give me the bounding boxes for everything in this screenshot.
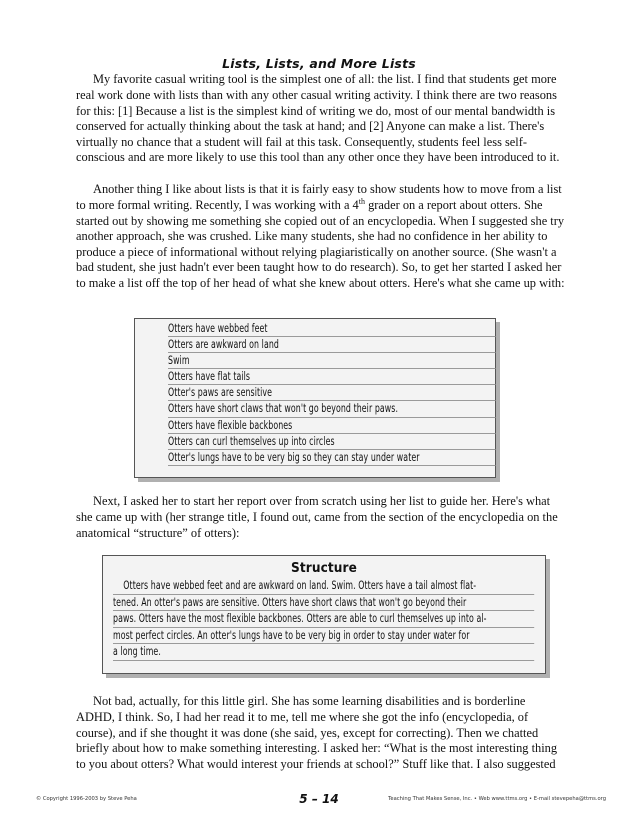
- otter-list-item: Otters have flat tails: [168, 369, 496, 385]
- otter-list-item: Otter's paws are sensitive: [168, 385, 496, 401]
- page-title: Lists, Lists, and More Lists: [222, 56, 416, 71]
- structure-line: Otters have webbed feet and are awkward on land. Swim. Otters have a tail almost flat-: [113, 578, 534, 595]
- structure-report-box: [102, 555, 546, 674]
- structure-line: most perfect circles. An otter's lungs have to be very big in order to stay under water for: [113, 628, 534, 645]
- paragraph-next-step: [76, 494, 566, 541]
- otter-list-box: [134, 318, 496, 478]
- paragraph-intro-text: My favorite casual writing tool is the simplest one of all: the list. I find that students get more real work done with lists than with any other casual writing activity. I think there are two reasons for this: [1] Because a list is the simplest kind of writing we do, most of our mental bandwidth is conserved for actually thinking about the task at hand; and [2] Anyone can make a list. There's virtually no chance that a student will fail at this task. Consequently, students feel less self-conscious and are more likely to use this tool than any other once they have been introduced to it.: [76, 72, 560, 165]
- otter-list-item: Otters have webbed feet: [168, 321, 496, 337]
- structure-line: a long time.: [113, 644, 534, 661]
- otter-list-item: Otters can curl themselves up into circles: [168, 434, 496, 450]
- otter-list-item: Swim: [168, 353, 496, 369]
- structure-heading: Structure: [291, 560, 357, 576]
- paragraph-otter-story: [76, 182, 566, 291]
- paragraph-next-step-text: Next, I asked her to start her report over from scratch using her list to guide her. Here's what she came up with (her strange title, I found out, came from the section of the encyclopedia on the anatomical “structure” of otters):: [76, 494, 558, 540]
- footer-page-number: 5 – 14: [299, 792, 339, 806]
- paragraph-otter-story-text-b: grader on a report about otters. She started out by showing me something she copied out of an encyclopedia. When I suggested she try another approach, she was crushed. Like many students, she had no confidence in her ability to produce a piece of informational without relying plagiaristically on another source. (She wasn't a bad student, she just hadn't ever been taught how to do research). So, to get her started I asked her to make a list off the top of her head of what she knew about otters. Here's what she came up with:: [76, 197, 565, 290]
- otter-list-item: Otters have flexible backbones: [168, 418, 496, 434]
- otter-list-item: Otters are awkward on land: [168, 337, 496, 353]
- footer-copyright: © Copyright 1996-2003 by Steve Peha: [36, 796, 137, 802]
- otter-list-item: Otters have short claws that won't go beyond their paws.: [168, 401, 496, 417]
- otter-list: [168, 321, 588, 466]
- paragraph-intro: [76, 72, 566, 166]
- otter-list-item: Otter's lungs have to be very big so they can stay under water: [168, 450, 496, 466]
- paragraph-conclusion-text: Not bad, actually, for this little girl. She has some learning disabilities and is borderline ADHD, I think. So, I had her read it to me, tell me where she got the info (encyclopedia, of course), and if she thought it was done (she said, yes, except for correcting). Then we chatted briefly about how to make something interesting. I asked her: “What is the most interesting thing to you about otters? What would interest your friends at school?” Stuff like that. I also suggested: [76, 694, 558, 771]
- footer-contact: Teaching That Makes Sense, Inc. • Web www.ttms.org • E-mail stevepeha@ttms.org: [388, 796, 606, 802]
- structure-line: tened. An otter's paws are sensitive. Otters have short claws that won't go beyond their: [113, 595, 534, 612]
- superscript-th: th: [358, 196, 365, 206]
- page-footer: [0, 792, 638, 808]
- paragraph-otter-story-text-a: Another thing I like about lists is that it is fairly easy to show students how to move from a list to more formal writing. Recently, I was working with a 4: [76, 182, 562, 212]
- structure-line: paws. Otters have the most flexible backbones. Otters are able to curl themselves up into al-: [113, 611, 534, 628]
- paragraph-conclusion: [76, 694, 566, 772]
